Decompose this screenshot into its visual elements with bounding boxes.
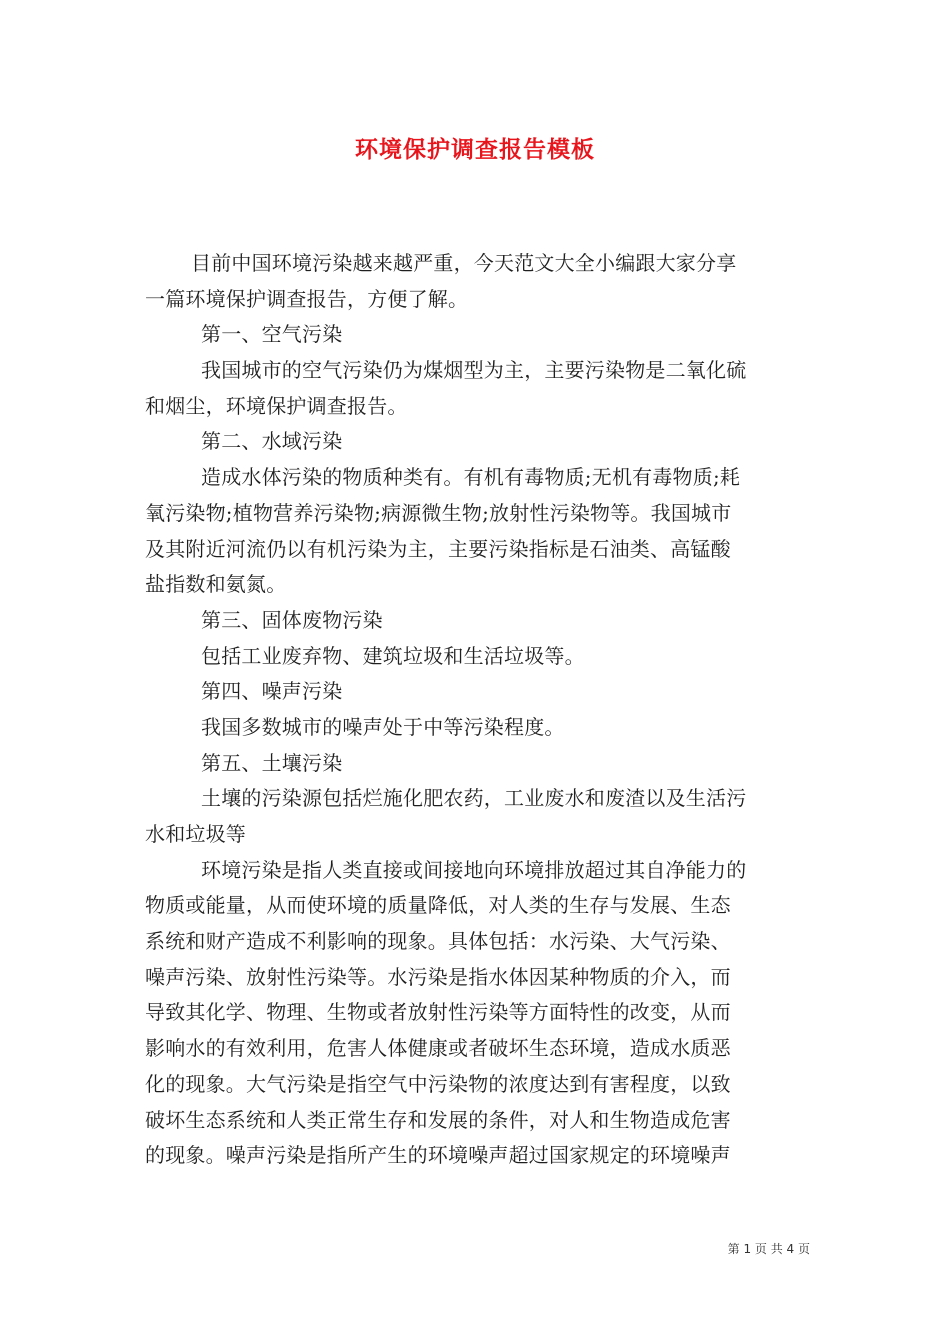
intro-line-1: 目前中国环境污染越来越严重，今天范文大全小编跟大家分享 <box>191 251 737 275</box>
definition-paragraph-line-7: 化的现象。大气污染是指空气中污染物的浓度达到有害程度，以致 <box>145 1071 731 1096</box>
definition-paragraph-line-2: 物质或能量，从而使环境的质量降低，对人类的生存与发展、生态 <box>145 893 731 918</box>
section-heading-water: 第二、水域污染 <box>201 429 343 454</box>
definition-paragraph-line-6: 影响水的有效利用，危害人体健康或者破坏生态环境，造成水质恶 <box>145 1036 731 1061</box>
water-paragraph-line-2: 氧污染物;植物营养污染物;病源微生物;放射性污染物等。我国城市 <box>145 500 732 525</box>
air-paragraph-line-2: 和烟尘，环境保护调查报告。 <box>145 393 408 418</box>
definition-paragraph-line-1: 环境污染是指人类直接或间接地向环境排放超过其自净能力的 <box>201 857 747 882</box>
definition-paragraph-line-4: 噪声污染、放射性污染等。水污染是指水体因某种物质的介入，而 <box>145 964 731 989</box>
definition-paragraph-line-9: 的现象。噪声污染是指所产生的环境噪声超过国家规定的环境噪声 <box>145 1143 731 1168</box>
soil-paragraph-line-1: 土壤的污染源包括烂施化肥农药，工业废水和废渣以及生活污 <box>201 786 747 811</box>
noise-paragraph: 我国多数城市的噪声处于中等污染程度。 <box>201 714 565 739</box>
document-title: 环境保护调查报告模板 <box>355 136 595 163</box>
section-heading-noise: 第四、噪声污染 <box>201 679 343 704</box>
air-paragraph-line-1: 我国城市的空气污染仍为煤烟型为主，主要污染物是二氧化硫 <box>201 358 747 383</box>
soil-paragraph-line-2: 水和垃圾等 <box>145 822 246 846</box>
document-body <box>145 246 810 1174</box>
water-paragraph-line-4: 盐指数和氨氮。 <box>145 572 287 597</box>
intro-line-2: 一篇环境保护调查报告，方便了解。 <box>145 286 469 311</box>
definition-paragraph-line-5: 导致其化学、物理、生物或者放射性污染等方面特性的改变，从而 <box>145 1000 731 1025</box>
section-heading-solid-waste: 第三、固体废物污染 <box>201 607 383 632</box>
water-paragraph-line-3: 及其附近河流仍以有机污染为主，主要污染指标是石油类、高锰酸 <box>145 536 731 561</box>
definition-paragraph-line-8: 破坏生态系统和人类正常生存和发展的条件，对人和生物造成危害 <box>145 1107 731 1132</box>
solid-waste-paragraph: 包括工业废弃物、建筑垃圾和生活垃圾等。 <box>201 643 585 668</box>
definition-paragraph-line-3: 系统和财产造成不利影响的现象。具体包括：水污染、大气污染、 <box>145 929 731 954</box>
water-paragraph-line-1: 造成水体污染的物质种类有。有机有毒物质;无机有毒物质;耗 <box>201 465 741 490</box>
page-number-footer: 第 1 页 共 4 页 <box>727 1242 810 1256</box>
section-heading-soil: 第五、土壤污染 <box>201 750 343 775</box>
section-heading-air: 第一、空气污染 <box>201 322 343 347</box>
